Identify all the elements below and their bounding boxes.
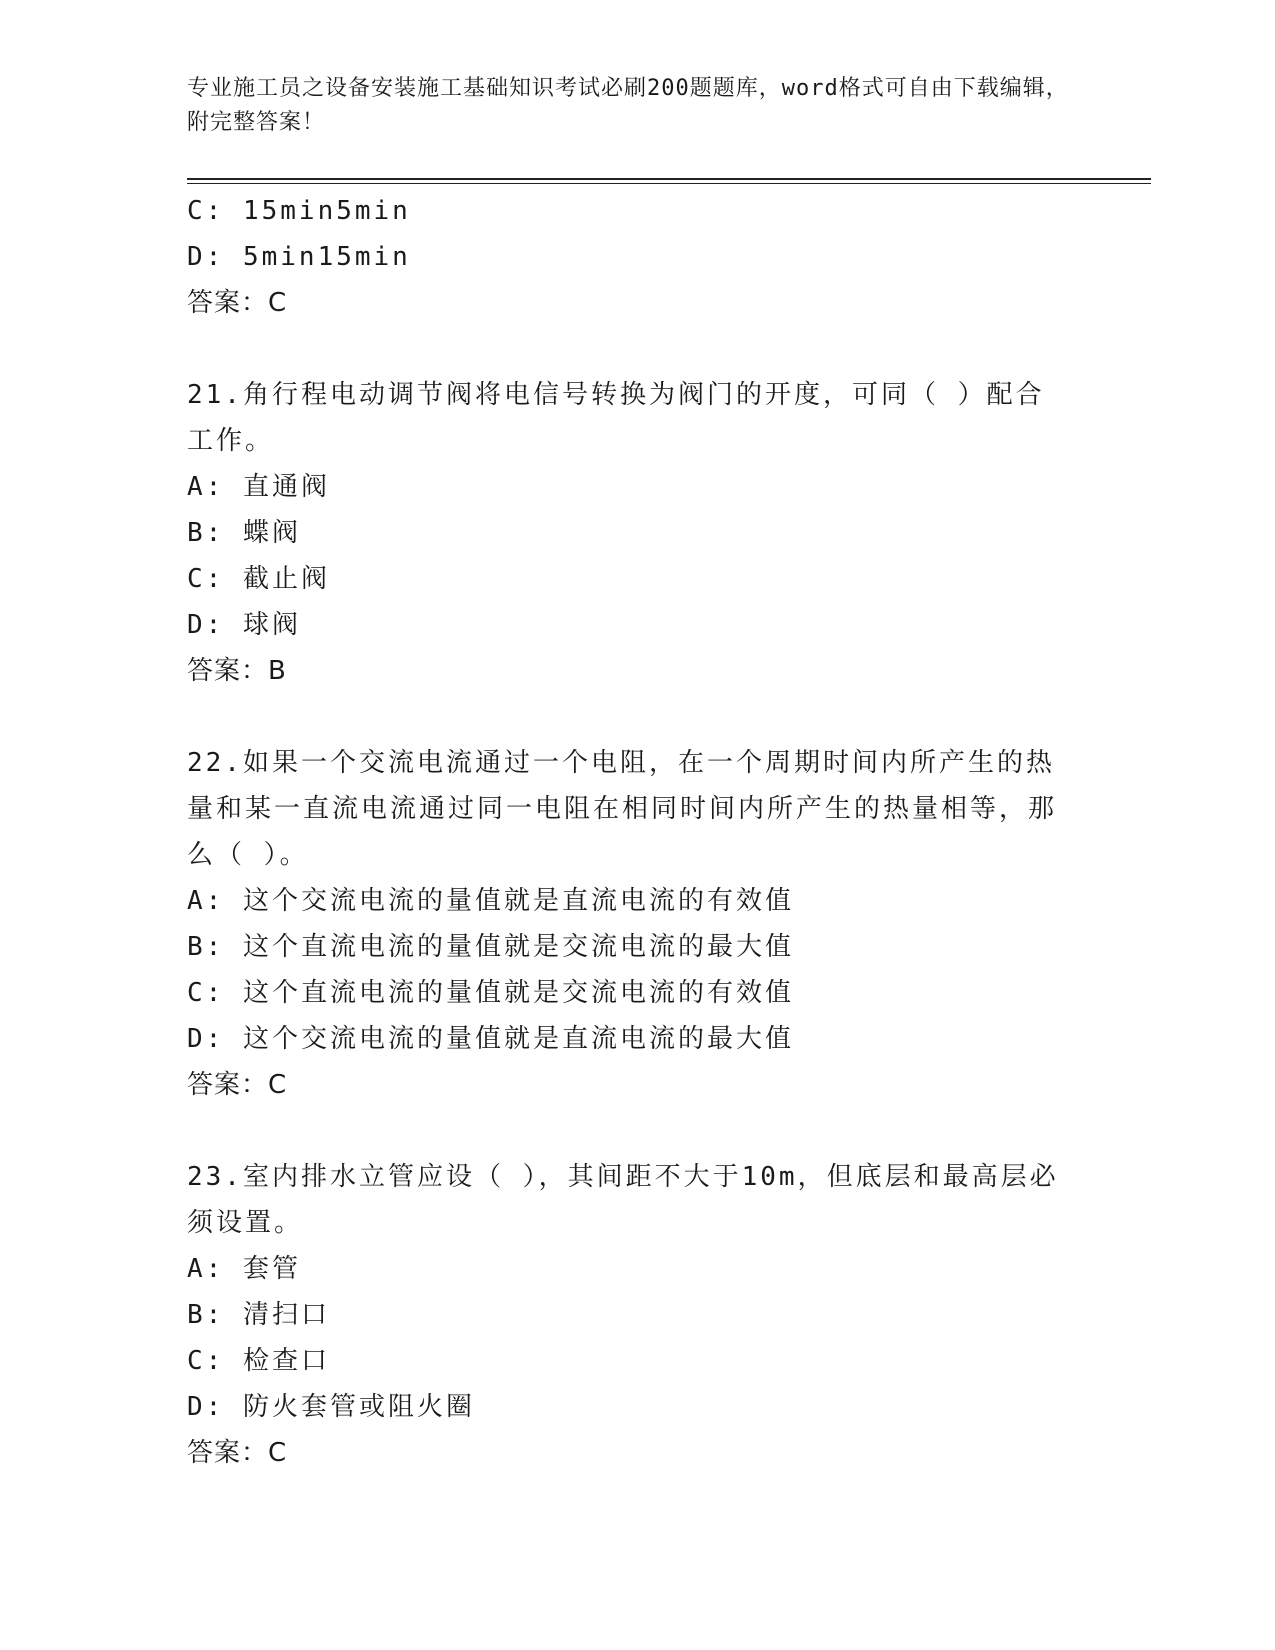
option-b: B: 蝶阀 [187, 518, 301, 548]
carryover-option-c: C: 15min5min [187, 196, 411, 226]
option-d: D: 这个交流电流的量值就是直流电流的最大值 [187, 1024, 794, 1054]
option-d: D: 球阀 [187, 610, 301, 640]
answer-line: 答案：B [187, 656, 287, 686]
question-stem: 22.如果一个交流电流通过一个电阻，在一个周期时间内所产生的热量和某一直流电流通过同一电阻在相同时间内所产生的热量相等，那么（ ）。 [187, 748, 1058, 870]
option-b: B: 这个直流电流的量值就是交流电流的最大值 [187, 932, 794, 962]
carryover-answer: 答案：C [187, 288, 288, 318]
answer-line: 答案：C [187, 1070, 288, 1100]
option-c: C: 截止阀 [187, 564, 330, 594]
document-header: 专业施工员之设备安装施工基础知识考试必刷200题题库，word格式可自由下载编辑，附完整答案！ [187, 76, 1069, 135]
question-stem: 21.角行程电动调节阀将电信号转换为阀门的开度，可同（ ）配合工作。 [187, 380, 1045, 456]
spacer [187, 694, 1087, 740]
option-d: D: 防火套管或阻火圈 [187, 1392, 475, 1422]
question-stem: 23.室内排水立管应设（ ），其间距不大于10m，但底层和最高层必须设置。 [187, 1162, 1059, 1238]
spacer [187, 1108, 1087, 1154]
option-a: A: 套管 [187, 1254, 301, 1284]
option-c: C: 检查口 [187, 1346, 330, 1376]
carryover-option-d: D: 5min15min [187, 242, 411, 272]
question-block-21 [187, 372, 1087, 694]
question-content [187, 188, 1087, 1476]
header-divider-thin [187, 183, 1151, 184]
option-a: A: 直通阀 [187, 472, 330, 502]
option-a: A: 这个交流电流的量值就是直流电流的有效值 [187, 886, 794, 916]
spacer [187, 326, 1087, 372]
answer-line: 答案：C [187, 1438, 288, 1468]
option-b: B: 清扫口 [187, 1300, 330, 1330]
question-block-22 [187, 740, 1087, 1108]
header-divider-thick [187, 178, 1151, 180]
question-block-23 [187, 1154, 1087, 1476]
option-c: C: 这个直流电流的量值就是交流电流的有效值 [187, 978, 794, 1008]
